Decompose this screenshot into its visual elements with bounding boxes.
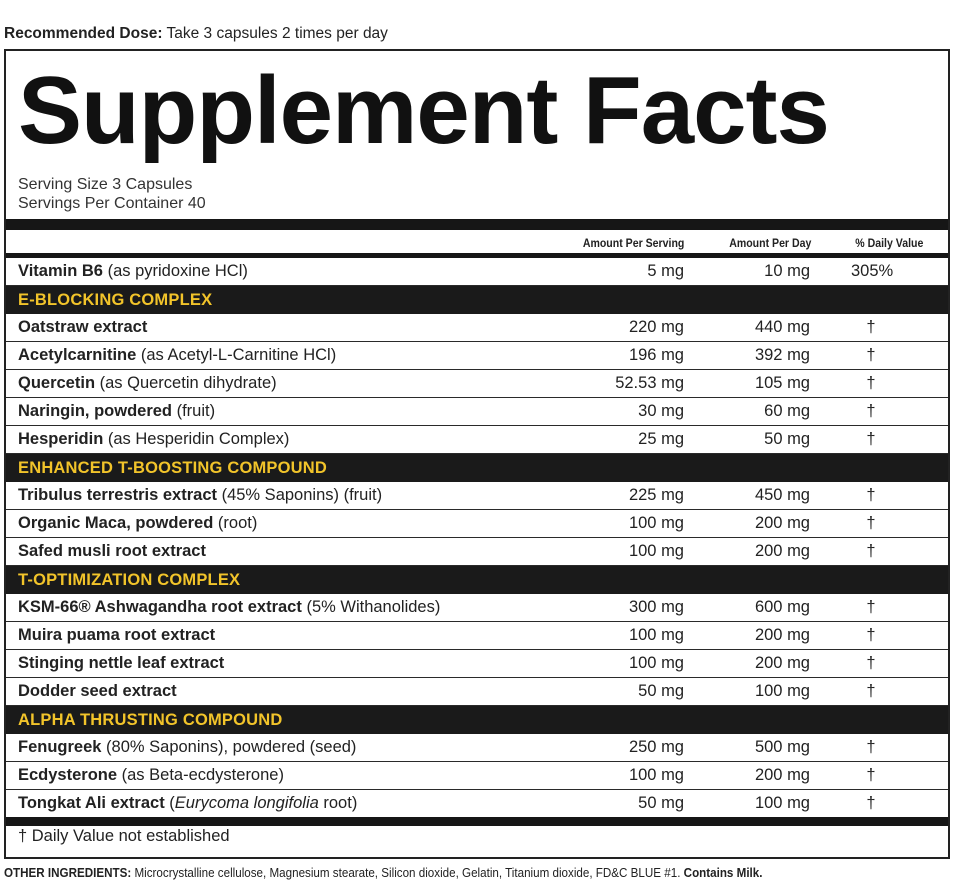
ingredient-name-bold: Tongkat Ali extract [18,794,165,812]
column-headers [6,231,948,255]
ingredient-name [18,374,277,393]
ingredient-name [18,346,336,365]
ingredient-row [6,790,948,818]
daily-value: † [866,346,876,364]
daily-value: † [866,738,876,756]
amount-per-day: 500 mg [754,738,810,756]
header-amount-per-serving: Amount Per Serving [582,236,684,250]
serving-size: Serving Size 3 Capsules [18,176,193,193]
amount-per-serving: 50 mg [638,682,684,700]
ingredient-name-bold: Fenugreek [18,738,102,756]
amount-per-serving: 100 mg [628,766,684,784]
ingredient-name [18,542,206,561]
amount-per-day: 50 mg [764,430,810,448]
ingredient-name-bold: Naringin, powdered [18,402,173,420]
daily-value: † [866,486,876,504]
ingredient-name-bold: Safed musli root extract [18,542,206,560]
amount-per-serving: 30 mg [638,402,684,420]
daily-value: † [866,374,876,392]
other-ingredients-label: OTHER INGREDIENTS: [4,866,132,880]
ingredient-detail-end: root) [318,794,358,812]
ingredient-name-bold: KSM-66® Ashwagandha root extract [18,598,302,616]
amount-per-day: 200 mg [754,766,810,784]
amount-per-serving: 225 mg [628,486,684,504]
recommended-dose [4,25,388,43]
daily-value: † [866,542,876,560]
ingredient-name-bold: Oatstraw extract [18,318,148,336]
ingredient-row [6,510,948,538]
ingredient-rows [6,258,948,818]
ingredient-name [18,738,356,757]
ingredient-row [6,426,948,454]
daily-value: † [866,794,876,812]
amount-per-serving: 100 mg [628,542,684,560]
daily-value: † [866,654,876,672]
daily-value: 305% [851,262,894,280]
ingredient-row [6,622,948,650]
amount-per-serving: 5 mg [647,262,684,280]
ingredient-detail: (as Hesperidin Complex) [103,430,290,448]
amount-per-serving: 52.53 mg [615,374,684,392]
amount-per-serving: 100 mg [628,626,684,644]
ingredient-detail: ( [164,794,175,812]
other-ingredients [4,866,762,880]
amount-per-serving: 25 mg [638,430,684,448]
ingredient-name-bold: Muira puama root extract [18,626,216,644]
daily-value-footnote: † Daily Value not established [18,827,230,845]
panel-title: Supplement Facts [18,57,829,164]
ingredient-row [6,258,948,286]
ingredient-name [18,486,382,505]
amount-per-day: 10 mg [764,262,810,280]
divider-thick-top [6,219,948,230]
amount-per-serving: 250 mg [628,738,684,756]
ingredient-row [6,314,948,342]
ingredient-latin-name: Eurycoma longifolia [174,794,319,812]
ingredient-detail: (as pyridoxine HCl) [102,262,248,280]
amount-per-day: 392 mg [754,346,810,364]
ingredient-name-bold: Stinging nettle leaf extract [18,654,225,672]
servings-per-container: Servings Per Container 40 [18,195,206,212]
ingredient-name [18,318,147,337]
ingredient-name [18,402,215,421]
section-title: ENHANCED T-BOOSTING COMPOUND [18,459,328,477]
contains-milk: Contains Milk. [683,866,763,880]
amount-per-day: 200 mg [754,542,810,560]
daily-value: † [866,402,876,420]
section-title: ALPHA THRUSTING COMPOUND [18,711,283,729]
ingredient-detail: (root) [213,514,258,532]
amount-per-serving: 50 mg [638,794,684,812]
amount-per-serving: 100 mg [628,654,684,672]
section-title: T-OPTIMIZATION COMPLEX [18,571,241,589]
ingredient-name-bold: Organic Maca, powdered [18,514,214,532]
ingredient-row [6,734,948,762]
amount-per-day: 600 mg [754,598,810,616]
ingredient-row [6,650,948,678]
amount-per-serving: 100 mg [628,514,684,532]
divider-thick-bottom [6,817,948,826]
daily-value: † [866,430,876,448]
ingredient-name [18,598,440,617]
ingredient-detail: (as Quercetin dihydrate) [95,374,277,392]
ingredient-detail: (fruit) [172,402,216,420]
recommended-dose-label: Recommended Dose: [4,25,163,42]
amount-per-day: 100 mg [754,682,810,700]
ingredient-name-bold: Tribulus terrestris extract [18,486,217,504]
ingredient-detail: (5% Withanolides) [301,598,441,616]
ingredient-name [18,626,215,645]
section-header [6,566,948,594]
ingredient-row [6,398,948,426]
ingredient-name-bold: Vitamin B6 [18,262,103,280]
daily-value: † [866,598,876,616]
section-header [6,706,948,734]
header-daily-value: % Daily Value [854,236,923,250]
daily-value: † [866,318,876,336]
ingredient-detail: (45% Saponins) (fruit) [217,486,383,504]
recommended-dose-text: Take 3 capsules 2 times per day [162,25,388,42]
amount-per-serving: 300 mg [628,598,684,616]
ingredient-name [18,514,257,533]
ingredient-detail: (as Beta-ecdysterone) [117,766,284,784]
daily-value: † [866,766,876,784]
ingredient-name [18,262,248,281]
ingredient-row [6,370,948,398]
ingredient-name [18,430,289,449]
ingredient-name [18,766,284,785]
daily-value: † [866,514,876,532]
ingredient-name [18,794,357,813]
amount-per-day: 100 mg [754,794,810,812]
serving-info [18,175,206,213]
section-header [6,454,948,482]
ingredient-name-bold: Ecdysterone [18,766,118,784]
ingredient-name [18,682,177,701]
amount-per-day: 200 mg [754,626,810,644]
ingredient-name-bold: Dodder seed extract [18,682,177,700]
ingredient-row [6,762,948,790]
section-header [6,286,948,314]
ingredient-row [6,594,948,622]
daily-value: † [866,682,876,700]
ingredient-name-bold: Hesperidin [18,430,104,448]
amount-per-day: 440 mg [754,318,810,336]
ingredient-row [6,482,948,510]
section-title: E-BLOCKING COMPLEX [18,291,213,309]
ingredient-name-bold: Acetylcarnitine [18,346,137,364]
ingredient-name-bold: Quercetin [18,374,96,392]
amount-per-day: 200 mg [754,514,810,532]
ingredient-row [6,342,948,370]
ingredient-detail: (80% Saponins), powdered (seed) [101,738,357,756]
amount-per-serving: 220 mg [628,318,684,336]
header-amount-per-day: Amount Per Day [728,236,811,250]
ingredient-name [18,654,224,673]
daily-value: † [866,626,876,644]
amount-per-day: 200 mg [754,654,810,672]
amount-per-serving: 196 mg [628,346,684,364]
amount-per-day: 60 mg [764,402,810,420]
ingredient-row [6,678,948,706]
amount-per-day: 450 mg [754,486,810,504]
ingredient-detail: (as Acetyl-L-Carnitine HCl) [136,346,337,364]
ingredient-row [6,538,948,566]
other-ingredients-text: Microcrystalline cellulose, Magnesium stearate, Silicon dioxide, Gelatin, Titanium dioxide, FD&C BLUE #1. [131,866,684,880]
supplement-facts-panel [4,49,950,859]
amount-per-day: 105 mg [754,374,810,392]
